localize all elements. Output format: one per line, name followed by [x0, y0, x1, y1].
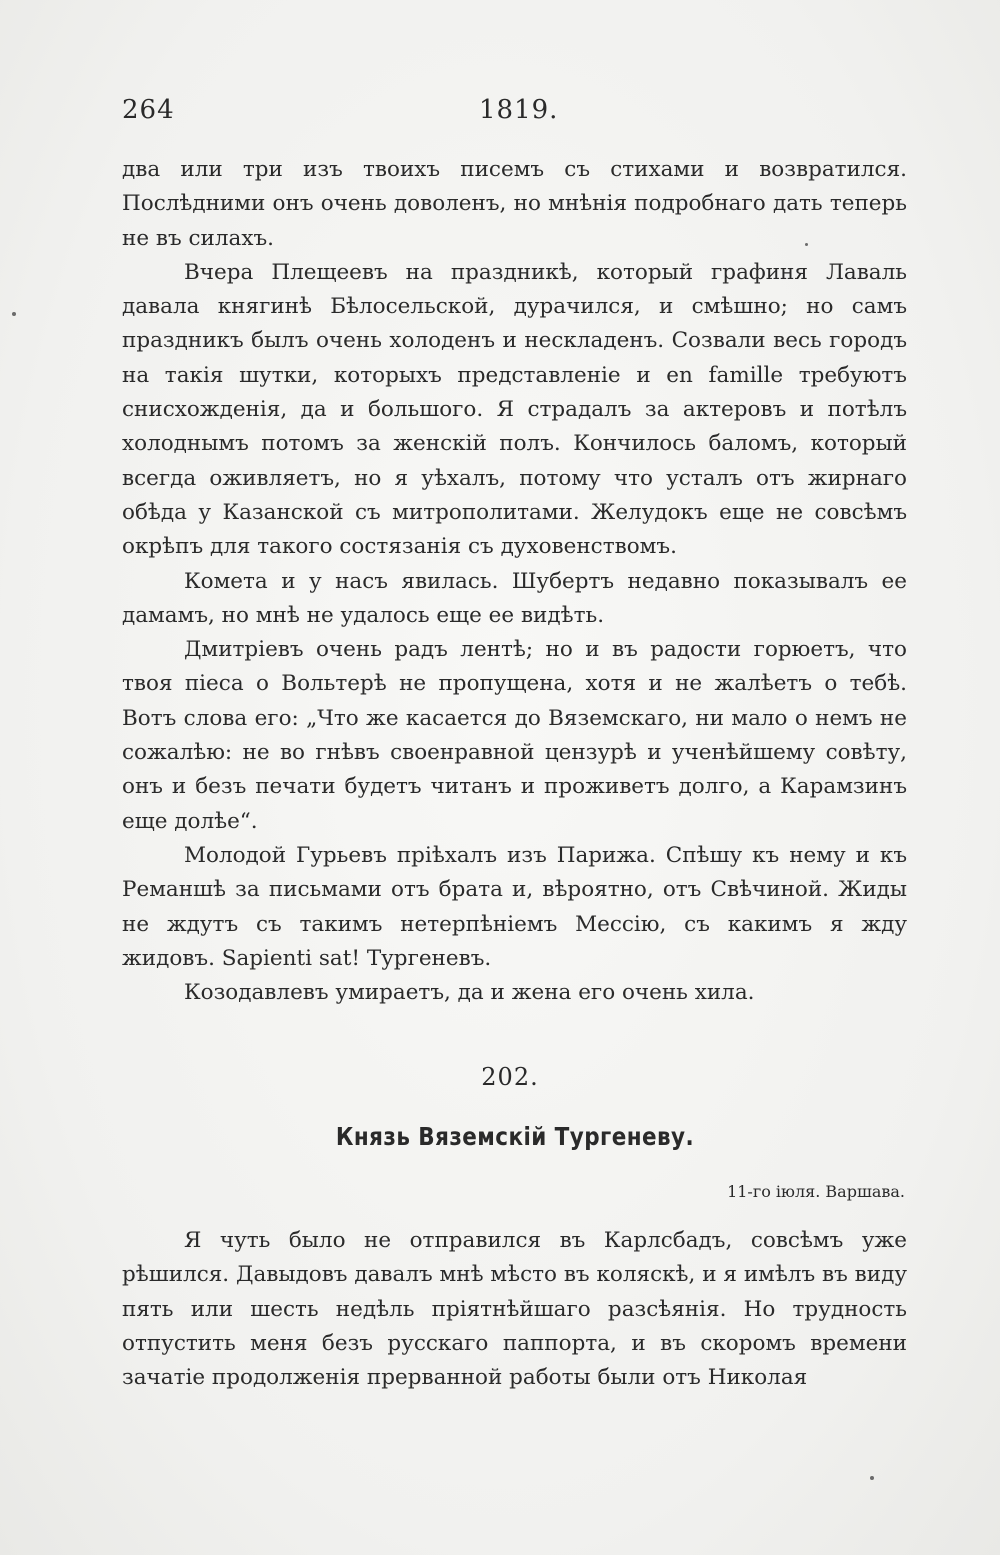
letter-heading: Князь Вяземскій Тургеневу.: [335, 1122, 695, 1151]
paragraph: два или три изъ твоихъ писемъ съ стихами и возвратился. Послѣдними онъ очень доволенъ, но мнѣнія подробнаго дать теперь не въ силахъ.: [122, 157, 907, 251]
letter-body: [122, 1224, 907, 1395]
print-speck: [870, 1476, 874, 1480]
page-number: 264: [122, 95, 175, 125]
paragraph: Комета и у насъ явилась. Шубертъ недавно показывалъ ее дамамъ, но мнѣ не удалось еще ее видѣть.: [122, 568, 907, 628]
paragraph: Козодавлевъ умираетъ, да и жена его очень хила.: [184, 980, 755, 1006]
running-head-year: 1819.: [479, 95, 559, 125]
paragraph: Я чуть было не отправился въ Карлсбадъ, совсѣмъ уже рѣшился. Давыдовъ давалъ мнѣ мѣсто въ коляскѣ, и я имѣлъ въ виду пять или шесть недѣль пріятнѣйшаго разсѣянія. Но трудность отпустить меня безъ русскаго паппорта, и въ скоромъ времени зачатіе продолженія прерванной работы были отъ Николая: [122, 1228, 907, 1391]
running-head: [122, 95, 912, 135]
continued-letter-text: [122, 153, 907, 1010]
print-speck: [805, 243, 808, 246]
paragraph: Молодой Гурьевъ пріѣхалъ изъ Парижа. Спѣшу къ нему и къ Реманшѣ за письмами отъ брата и, вѣроятно, отъ Свѣчиной. Жиды не ждутъ съ такимъ нетерпѣніемъ Мессію, съ какимъ я жду жидовъ. Sapienti sat! Тургеневъ.: [122, 842, 907, 971]
paragraph: Дмитріевъ очень радъ лентѣ; но и въ радости горюетъ, что твоя піеса о Вольтерѣ не пропущена, хотя и не жалѣетъ о тебѣ. Вотъ слова его: „Что же касается до Вяземскаго, ни мало о немъ не сожалѣю: не во гнѣвъ своенравной цензурѣ и ученѣйшему совѣту, онъ и безъ печати будетъ читанъ и проживетъ долго, а Карамзинъ еще долѣе“.: [122, 637, 907, 834]
paragraph: Вчера Плещеевъ на праздникѣ, который графиня Лаваль давала княгинѣ Бѣлосельской, дурачился, и смѣшно; но самъ праздникъ былъ очень холоденъ и нескладенъ. Созвали весь городъ на такія шутки, которыхъ представленіе и en famille требуютъ снисхожденія, да и большого. Я страдалъ за актеровъ и потѣлъ холоднымъ потомъ за женскій полъ. Кончилось баломъ, который всегда оживляетъ, но я уѣхалъ, потому что усталъ отъ жирнаго обѣда у Казанской съ митрополитами. Желудокъ еще не совсѣмъ окрѣпъ для такого состязанія съ духовенствомъ.: [122, 259, 907, 560]
letter-number: 202.: [481, 1063, 539, 1091]
letter-dateline: 11-го іюля. Варшава.: [727, 1182, 905, 1201]
print-speck: [12, 312, 16, 316]
